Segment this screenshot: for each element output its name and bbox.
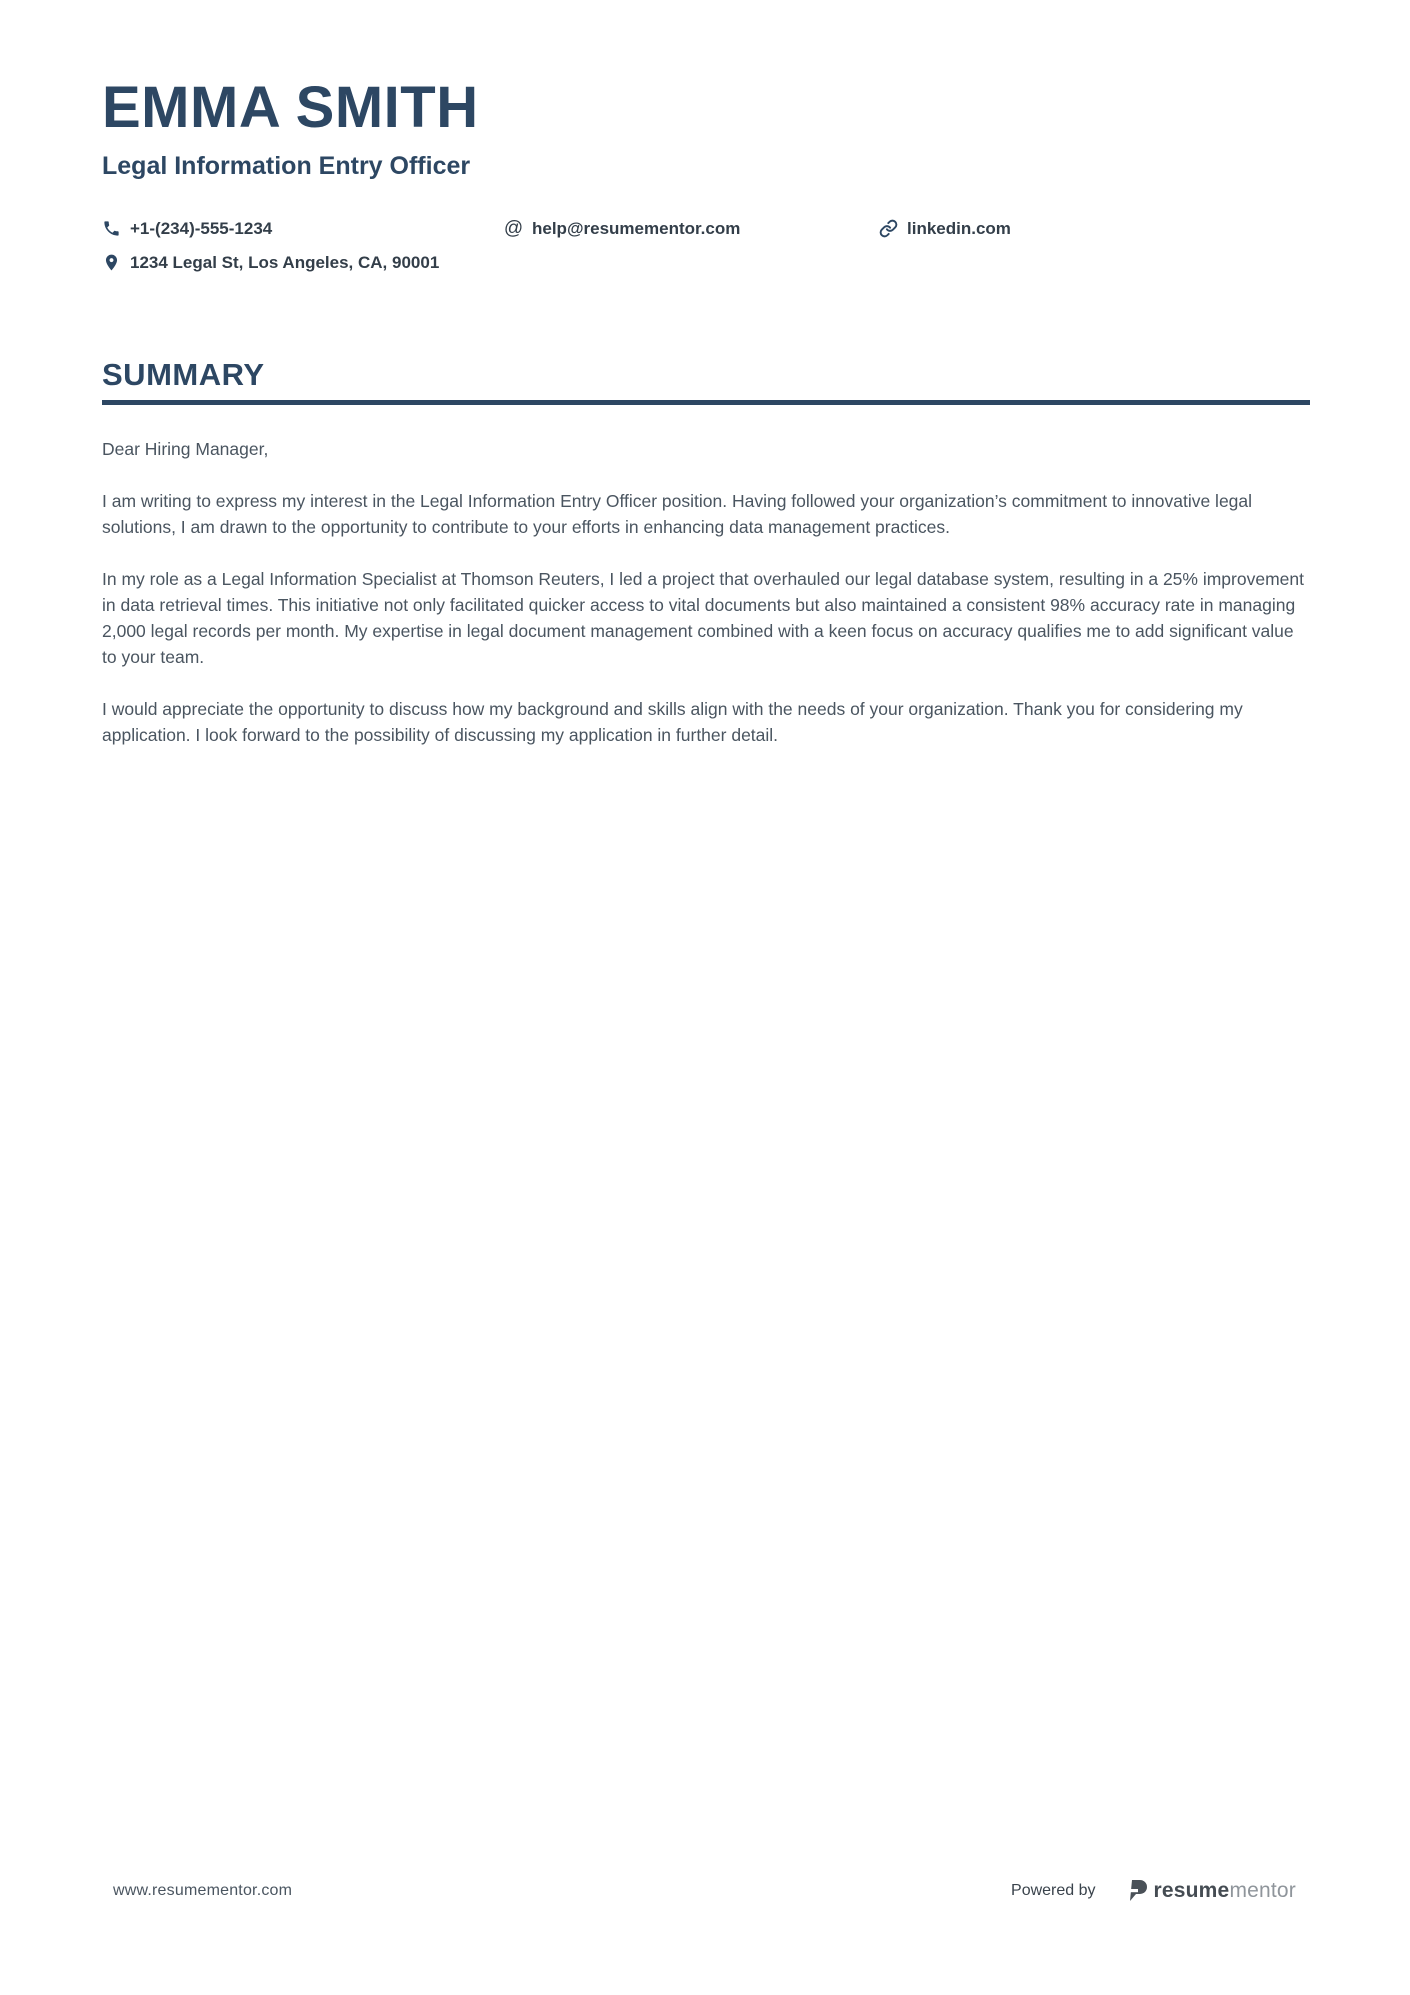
summary-section — [102, 356, 1310, 748]
letter-paragraph: I would appreciate the opportunity to discuss how my background and skills align with the needs of your organization. Thank you for considering my application. I look forward to the possibility of discussing my application in further detail. — [102, 698, 1243, 745]
section-heading: SUMMARY — [102, 356, 265, 392]
address-contact — [102, 253, 439, 273]
email-address: help@resumementor.com — [532, 218, 741, 238]
phone-contact — [102, 219, 504, 239]
resumementor-logo — [1130, 1880, 1296, 1901]
person-name: EMMA SMITH — [102, 75, 479, 140]
location-pin-icon — [102, 253, 121, 272]
linkedin-url: linkedin.com — [907, 218, 1011, 238]
powered-by-label: Powered by — [1011, 1881, 1096, 1899]
page-content — [0, 0, 1410, 748]
letter-body — [102, 436, 1310, 748]
powered-by — [1011, 1880, 1296, 1901]
letter-paragraph: I am writing to express my interest in the Legal Information Entry Officer position. Having followed your organization’s commitment to innovative legal solutions, I am drawn to the opportunity to contribute to your efforts in enhancing data management practices. — [102, 490, 1253, 537]
section-divider — [102, 400, 1310, 405]
footer-site-url: www.resumementor.com — [113, 1881, 293, 1899]
brand-text-mentor: mentor — [1229, 1879, 1296, 1902]
brand-text-resume: resume — [1153, 1879, 1230, 1902]
email-contact — [504, 219, 879, 239]
resumementor-logo-icon — [1130, 1880, 1147, 1901]
job-title: Legal Information Entry Officer — [102, 151, 471, 180]
at-sign-icon: @ — [503, 218, 524, 240]
resumementor-logo-text — [1154, 1880, 1296, 1901]
header — [102, 76, 1310, 273]
salutation: Dear Hiring Manager, — [102, 438, 269, 459]
linkedin-contact — [879, 219, 1011, 239]
link-icon — [879, 219, 898, 238]
letter-paragraph: In my role as a Legal Information Specialist at Thomson Reuters, I led a project that overhauled our legal database system, resulting in a 25% improvement in data retrieval times. This initiative not only facilitated quicker access to vital documents but also maintained a consistent 98% accuracy rate in managing 2,000 legal records per month. My expertise in legal document management combined with a keen focus on accuracy qualifies me to add significant value to your team. — [102, 568, 1304, 667]
page-footer — [0, 1880, 1410, 1901]
street-address: 1234 Legal St, Los Angeles, CA, 90001 — [130, 252, 440, 272]
phone-number: +1-(234)-555-1234 — [130, 218, 273, 238]
phone-icon — [102, 219, 121, 238]
contact-block — [102, 219, 1310, 273]
contact-row-primary — [102, 219, 1310, 239]
contact-row-secondary — [102, 253, 1310, 273]
